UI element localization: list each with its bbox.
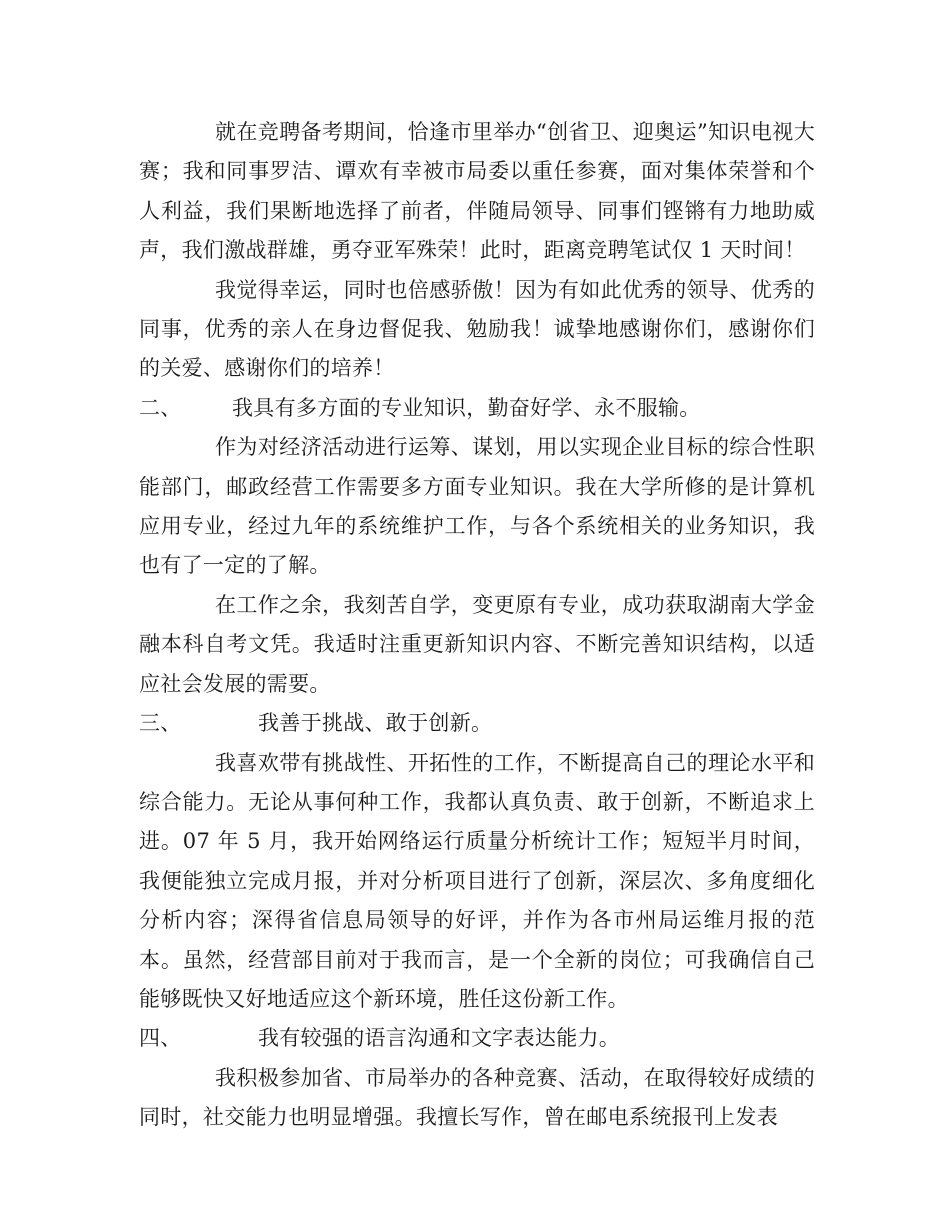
section-title-2: 我具有多方面的专业知识，勤奋好学、永不服输。 <box>232 395 701 420</box>
section-heading-3 <box>139 704 815 743</box>
section-title-3: 我善于挑战、敢于创新。 <box>258 711 493 736</box>
paragraph-professional-knowledge: 作为对经济活动进行运筹、谋划，用以实现企业目标的综合性职能部门，邮政经营工作需要多方面专业知识。我在大学所修的是计算机应用专业，经过九年的系统维护工作，与各个系统相关的业务知识，我也有了一定的了解。 <box>139 435 815 578</box>
paragraph-contest: 就在竞聘备考期间，恰逢市里举办“创省卫、迎奥运”知识电视大赛；我和同事罗洁、谭欢有幸被市局委以重任参赛，面对集体荣誉和个人利益，我们果断地选择了前者，伴随局领导、同事们铿锵有力地助威声，我们激战群雄，勇夺亚军殊荣！此时，距离竞聘笔试仅 1 天时间！ <box>139 120 815 263</box>
section-number-3: 三、 <box>139 711 182 736</box>
section-heading-2 <box>139 389 815 428</box>
document-body <box>139 113 815 1138</box>
section-number-4: 四、 <box>139 1026 182 1051</box>
paragraph-gratitude: 我觉得幸运，同时也倍感骄傲！因为有如此优秀的领导、优秀的同事，优秀的亲人在身边督促我、勉励我！诚挚地感谢你们，感谢你们的关爱、感谢你们的培养！ <box>139 277 815 381</box>
paragraph-self-study: 在工作之余，我刻苦自学，变更原有专业，成功获取湖南大学金融本科自考文凭。我适时注重更新知识内容、不断完善知识结构，以适应社会发展的需要。 <box>139 592 815 696</box>
paragraph-communication: 我积极参加省、市局举办的各种竞赛、活动，在取得较好成绩的同时，社交能力也明显增强。我擅长写作，曾在邮电系统报刊上发表 <box>139 1065 815 1130</box>
section-number-2: 二、 <box>139 395 182 420</box>
paragraph-challenge-innovation: 我喜欢带有挑战性、开拓性的工作，不断提高自己的理论水平和综合能力。无论从事何种工作，我都认真负责、敢于创新，不断追求上进。07 年 5 月，我开始网络运行质量分析统计工作；短短半月时间，我便能独立完成月报，并对分析项目进行了创新，深层次、多角度细化分析内容；深得省信息局领导的好评，并作为各市州局运维月报的范本。虽然，经营部目前对于我而言，是一个全新的岗位；可我确信自己能够既快又好地适应这个新环境，胜任这份新工作。 <box>139 750 815 1011</box>
section-title-4: 我有较强的语言沟通和文字表达能力。 <box>258 1026 621 1051</box>
section-heading-4 <box>139 1019 815 1058</box>
